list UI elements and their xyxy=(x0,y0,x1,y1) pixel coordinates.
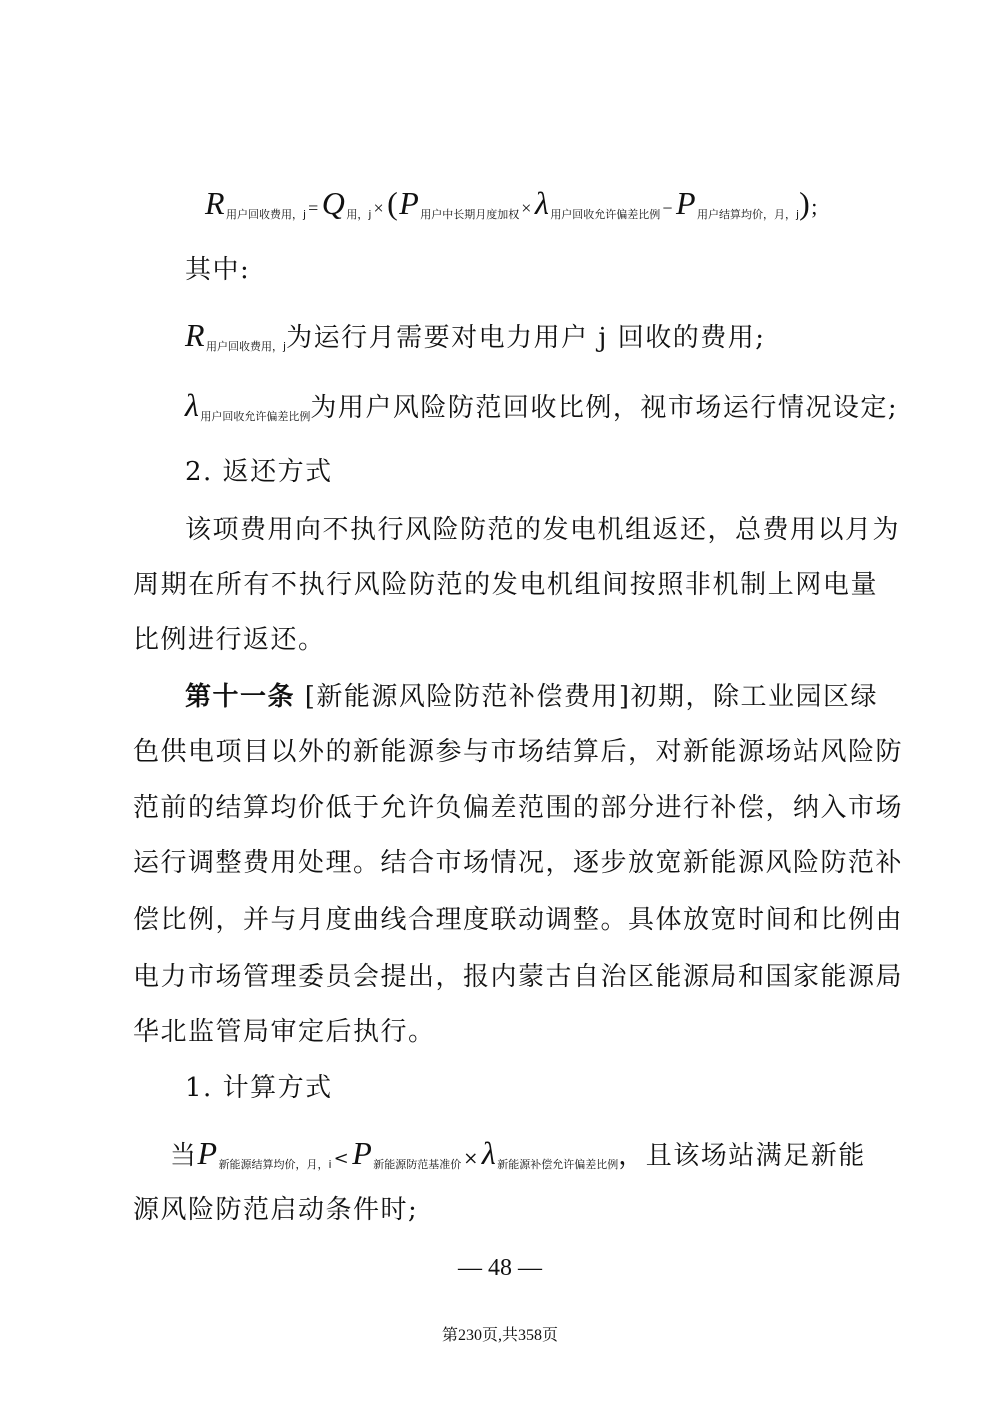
formula-operator: < xyxy=(333,1148,351,1169)
article-11-first-line xyxy=(185,680,878,714)
condition-suffix: ，且该场站满足新能 xyxy=(618,1141,866,1171)
paragraph-line: [新能源风险防范补偿费用]初期，除工业园区绿 xyxy=(304,682,878,712)
paragraph-line: 华北监管局审定后执行。 xyxy=(133,1017,436,1047)
page-number: — 48 — xyxy=(458,1255,542,1281)
formula-subscript: 用户回收允许偏差比例 xyxy=(200,410,311,423)
definition-lambda xyxy=(185,387,899,434)
formula-symbol: λ xyxy=(481,1135,498,1171)
formula-operator: = xyxy=(308,198,320,218)
paragraph-line: 色供电项目以外的新能源参与市场结算后，对新能源场站风险防 xyxy=(133,737,904,767)
formula-subscript: 新能源补偿允许偏差比例 xyxy=(497,1158,619,1171)
formula-paren: ) xyxy=(799,185,812,221)
paragraph-line: 电力市场管理委员会提出，报内蒙古自治区能源局和国家能源局 xyxy=(133,962,904,992)
formula-symbol: P xyxy=(675,185,698,221)
formula-symbol: λ xyxy=(185,387,201,423)
paragraph-line: 偿比例，并与月度曲线合理度联动调整。具体放宽时间和比例由 xyxy=(133,905,904,935)
formula-subscript: 新能源结算均价，月，i xyxy=(218,1158,332,1171)
paragraph-line: 范前的结算均价低于允许负偏差范围的部分进行补偿，纳入市场 xyxy=(133,793,904,823)
condition-formula xyxy=(170,1136,878,1182)
formula-user-recovery-fee xyxy=(205,186,950,232)
condition-prefix: 当 xyxy=(170,1141,198,1171)
article-title: 第十一条 xyxy=(185,682,296,712)
formula-symbol: λ xyxy=(534,185,551,221)
definition-text: 为运行月需要对电力用户 j 回收的费用; xyxy=(286,323,766,353)
formula-subscript: 用，j xyxy=(346,208,372,221)
formula-subscript: 用户结算均价，月，j xyxy=(697,208,800,221)
paragraph-line: 源风险防范启动条件时; xyxy=(133,1195,419,1225)
formula-subscript: 新能源防范基准价 xyxy=(373,1158,462,1171)
paragraph-line: 该项费用向不执行风险防范的发电机组返还，总费用以月为 xyxy=(185,515,901,545)
formula-subscript: 用户回收费用，j xyxy=(226,208,307,221)
formula-end: ; xyxy=(811,194,819,219)
where-label: 其中: xyxy=(185,255,251,285)
heading-return-method: 2. 返还方式 xyxy=(185,457,333,487)
page-footer: 第230页,共358页 xyxy=(441,1327,558,1344)
definition-text: 为用户风险防范回收比例，视市场运行情况设定; xyxy=(310,393,899,423)
formula-symbol: P xyxy=(352,1135,374,1171)
definition-r xyxy=(185,318,878,364)
paragraph-line: 运行调整费用处理。结合市场情况，逐步放宽新能源风险防范补 xyxy=(133,848,904,878)
formula-symbol: P xyxy=(197,1135,219,1171)
formula-operator: × xyxy=(373,198,386,218)
formula-subscript: 用户回收允许偏差比例 xyxy=(550,208,661,221)
formula-subscript: 用户回收费用，j xyxy=(206,340,287,353)
heading-calc-method: 1. 计算方式 xyxy=(185,1073,333,1103)
formula-symbol: R xyxy=(205,185,227,221)
formula-paren: ( xyxy=(387,185,400,221)
formula-operator: − xyxy=(662,198,674,218)
formula-symbol: R xyxy=(185,317,207,353)
paragraph-line: 周期在所有不执行风险防范的发电机组间按照非机制上网电量 xyxy=(133,570,878,600)
formula-operator: × xyxy=(521,198,533,218)
formula-subscript: 用户中长期月度加权 xyxy=(420,208,520,221)
paragraph-line: 比例进行返还。 xyxy=(133,625,326,655)
formula-symbol: Q xyxy=(321,185,347,221)
formula-operator: × xyxy=(463,1148,480,1169)
formula-symbol: P xyxy=(399,185,421,221)
